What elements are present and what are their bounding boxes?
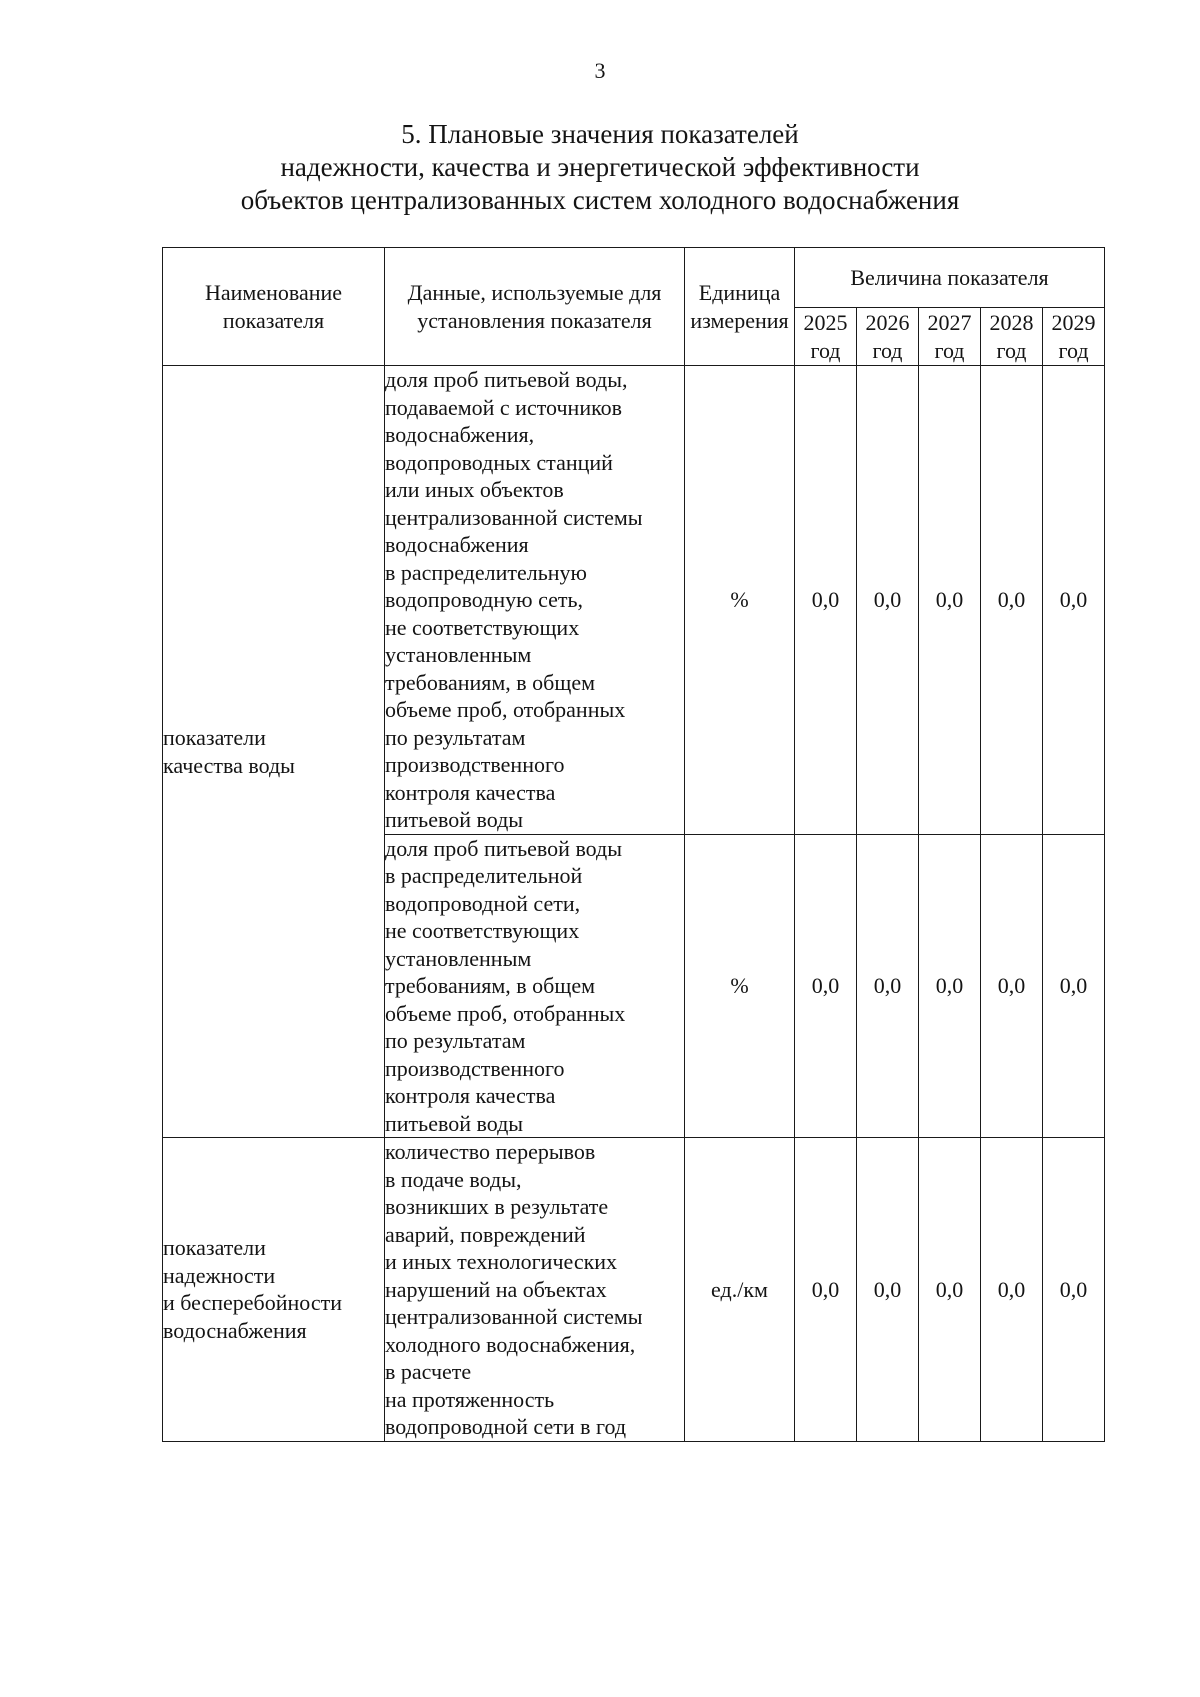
description-line: водопроводных станций: [385, 449, 613, 475]
description-line: возникших в результате: [385, 1194, 609, 1219]
title-line: надежности, качества и энергетической эффективности: [280, 152, 920, 182]
indicator-group-name: [163, 366, 385, 1138]
description-line: централизованной системы: [385, 504, 643, 530]
description-line: централизованной системы: [385, 1304, 643, 1329]
description-line: доля проб питьевой воды: [385, 835, 623, 861]
description-line: нарушений на объектах: [385, 1276, 607, 1302]
description-line: на протяженность: [385, 1386, 555, 1412]
description-line: по результатам: [385, 1028, 526, 1053]
table-body: [163, 366, 1105, 1442]
group-name-line: показатели: [163, 725, 266, 750]
value-cell: 0,0: [795, 834, 857, 1138]
group-name-line: качества воды: [163, 752, 295, 778]
description-line: количество перерывов: [385, 1139, 596, 1164]
table-row: [163, 1138, 1105, 1442]
description-line: объеме проб, отобранных: [385, 697, 626, 722]
value-cell: 0,0: [857, 1138, 919, 1442]
description-line: водопроводную сеть,: [385, 587, 584, 612]
description-line: контроля качества: [385, 779, 556, 805]
value-cell: 0,0: [857, 834, 919, 1138]
document-title: [200, 118, 1000, 217]
description-line: производственного: [385, 1055, 565, 1081]
value-cell: 0,0: [857, 366, 919, 835]
title-line: объектов централизованных систем холодного водоснабжения: [240, 185, 960, 215]
group-name-line: водоснабжения: [163, 1317, 307, 1343]
description-line: объеме проб, отобранных: [385, 1000, 626, 1026]
header-year: 2025 год: [795, 308, 857, 366]
description-line: в распределительную: [385, 559, 587, 585]
table-row: [163, 366, 1105, 835]
description-line: водоснабжения: [385, 532, 529, 557]
group-name-line: показатели: [163, 1235, 266, 1261]
value-cell: 0,0: [919, 366, 981, 835]
indicator-description: [385, 834, 685, 1138]
header-source-data: Данные, используемые для установления показателя: [385, 248, 685, 366]
description-line: контроля качества: [385, 1083, 556, 1108]
description-line: в подаче воды,: [385, 1166, 522, 1192]
description-line: по результатам: [385, 724, 526, 750]
value-cell: 0,0: [919, 834, 981, 1138]
description-line: в расчете: [385, 1359, 472, 1384]
header-year: 2027 год: [919, 308, 981, 366]
value-cell: 0,0: [1043, 1138, 1105, 1442]
header-year: 2029 год: [1043, 308, 1105, 366]
description-line: или иных объектов: [385, 477, 564, 502]
value-cell: 0,0: [795, 1138, 857, 1442]
description-line: питьевой воды: [385, 807, 524, 832]
description-line: установленным: [385, 642, 532, 667]
header-unit: Единица измерения: [685, 248, 795, 366]
group-name-line: надежности: [163, 1262, 276, 1288]
header-year: 2026 год: [857, 308, 919, 366]
description-line: не соответствующих: [385, 614, 580, 640]
header-indicator-value: Величина показателя: [795, 248, 1105, 308]
page-number: 3: [594, 58, 606, 83]
description-line: водоснабжения,: [385, 422, 535, 447]
description-line: доля проб питьевой воды,: [385, 367, 628, 392]
unit-cell: ед./км: [685, 1138, 795, 1442]
value-cell: 0,0: [1043, 366, 1105, 835]
value-cell: 0,0: [981, 834, 1043, 1138]
unit-cell: %: [685, 366, 795, 835]
value-cell: 0,0: [795, 366, 857, 835]
indicator-group-name: [163, 1138, 385, 1442]
description-line: в распределительной: [385, 863, 583, 888]
value-cell: 0,0: [919, 1138, 981, 1442]
description-line: подаваемой с источников: [385, 394, 623, 420]
description-line: не соответствующих: [385, 918, 580, 943]
header-indicator-name: Наименование показателя: [163, 248, 385, 366]
description-line: водопроводной сети,: [385, 890, 581, 916]
indicators-table: [162, 247, 1105, 1442]
description-line: производственного: [385, 752, 565, 777]
description-line: требованиям, в общем: [385, 973, 595, 998]
title-line: 5. Плановые значения показателей: [401, 119, 799, 149]
indicator-description: [385, 1138, 685, 1442]
indicator-description: [385, 366, 685, 835]
value-cell: 0,0: [981, 366, 1043, 835]
value-cell: 0,0: [1043, 834, 1105, 1138]
description-line: и иных технологических: [385, 1249, 618, 1274]
description-line: установленным: [385, 945, 532, 971]
value-cell: 0,0: [981, 1138, 1043, 1442]
unit-cell: %: [685, 834, 795, 1138]
group-name-line: и бесперебойности: [163, 1290, 342, 1316]
description-line: водопроводной сети в год: [385, 1414, 627, 1439]
header-year: 2028 год: [981, 308, 1043, 366]
description-line: требованиям, в общем: [385, 669, 595, 695]
description-line: холодного водоснабжения,: [385, 1331, 636, 1357]
description-line: питьевой воды: [385, 1110, 524, 1136]
description-line: аварий, повреждений: [385, 1221, 586, 1247]
